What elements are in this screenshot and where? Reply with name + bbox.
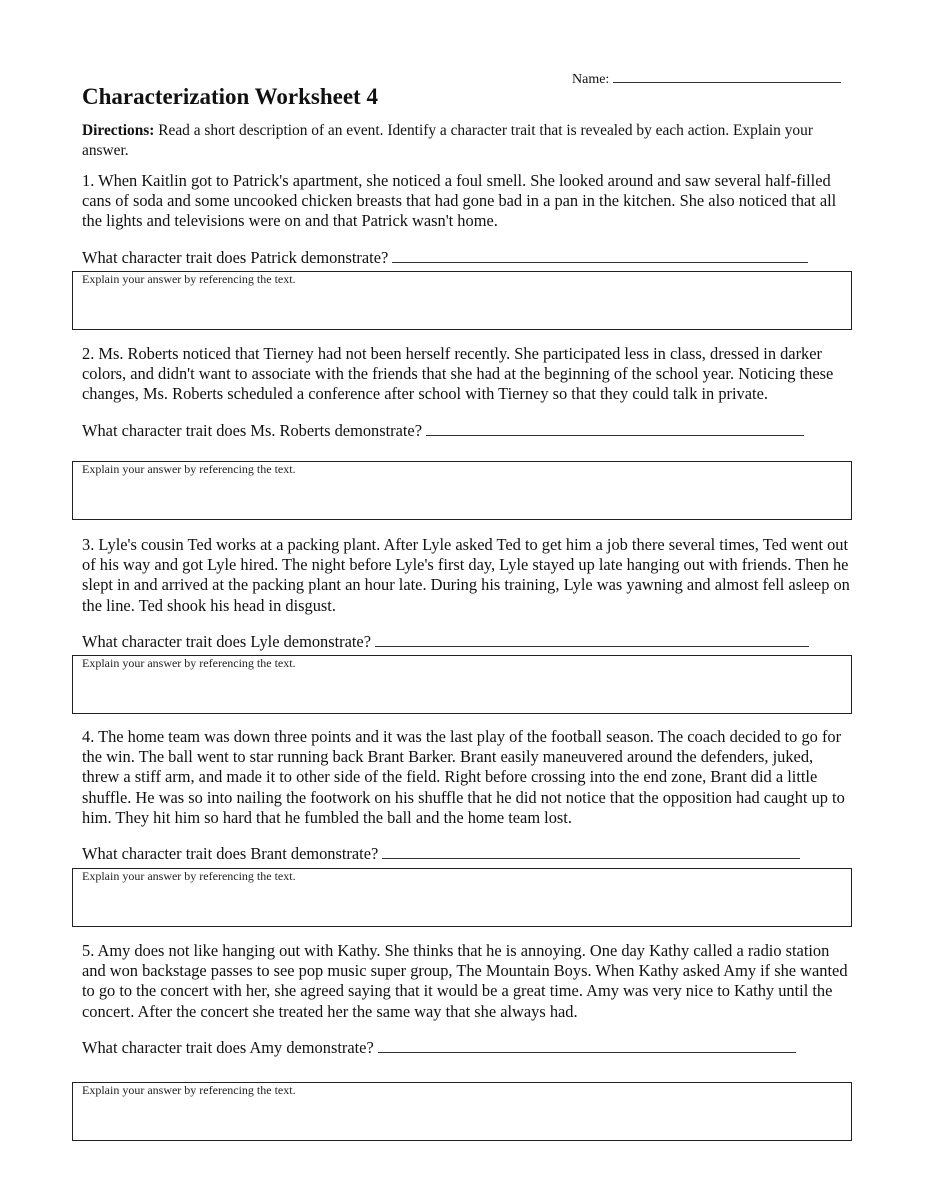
trait-answer-blank[interactable]: [426, 419, 804, 436]
trait-question-text: What character trait does Lyle demonstrate?: [82, 631, 371, 651]
trait-question: [82, 1036, 854, 1058]
trait-question: [82, 630, 854, 652]
trait-question: [82, 842, 854, 864]
question-passage: 4. The home team was down three points and it was the last play of the football season. The coach decided to go for the win. The ball went to star running back Brant Barker. Brant easily maneuvered around the defenders, juked, threw a stiff arm, and made it to other side of the field. Right before crossing into the end zone, Brant did a little shuffle. He was so into nailing the footwork on his shuffle that he did not notice that the opposition had caught up to him. They hit him so hard that he fumbled the ball and the home team lost.: [82, 727, 845, 827]
explain-answer-box[interactable]: [72, 655, 852, 714]
trait-answer-blank[interactable]: [382, 842, 800, 859]
explain-hint: Explain your answer by referencing the text.: [82, 1083, 296, 1097]
name-label: Name:: [572, 72, 610, 87]
question-passage: 5. Amy does not like hanging out with Kathy. She thinks that he is annoying. One day Kathy called a radio station and won backstage passes to see pop music super group, The Mountain Boys. When Kathy asked Amy if she wanted to go to the concert with her, she agreed saying that it would be a great time. Amy was very nice to Kathy until the concert. After the concert she treated her the same way that she always had.: [82, 941, 848, 1021]
directions-text: Read a short description of an event. Identify a character trait that is revealed by each action. Explain your answer.: [82, 122, 813, 159]
explain-answer-box[interactable]: [72, 1082, 852, 1141]
page-title: Characterization Worksheet 4: [82, 84, 378, 109]
trait-question-text: What character trait does Patrick demonstrate?: [82, 247, 389, 267]
question-1: [82, 171, 854, 268]
question-3: [82, 535, 854, 652]
explain-hint: Explain your answer by referencing the text.: [82, 462, 296, 476]
explain-answer-box[interactable]: [72, 868, 852, 927]
question-5: [82, 941, 854, 1058]
trait-question: [82, 246, 854, 268]
explain-hint: Explain your answer by referencing the text.: [82, 272, 296, 286]
explain-answer-box[interactable]: [72, 461, 852, 520]
explain-hint: Explain your answer by referencing the text.: [82, 656, 296, 670]
name-field[interactable]: [572, 68, 841, 88]
trait-question: [82, 419, 854, 441]
explain-answer-box[interactable]: [72, 271, 852, 330]
trait-question-text: What character trait does Ms. Roberts demonstrate?: [82, 420, 422, 440]
directions: [82, 121, 852, 161]
trait-question-text: What character trait does Amy demonstrate?: [82, 1037, 374, 1057]
trait-question-text: What character trait does Brant demonstrate?: [82, 844, 379, 864]
directions-label: Directions:: [82, 122, 155, 139]
question-passage: 2. Ms. Roberts noticed that Tierney had not been herself recently. She participated less in class, dressed in darker colors, and didn't want to associate with the friends that she had at the beginning of the school year. Noticing these changes, Ms. Roberts scheduled a conference after school with Tierney so that they could talk in private.: [82, 344, 834, 404]
question-2: [82, 344, 854, 441]
name-blank[interactable]: [613, 68, 841, 83]
trait-answer-blank[interactable]: [378, 1036, 796, 1053]
question-passage: 3. Lyle's cousin Ted works at a packing plant. After Lyle asked Ted to get him a job there several times, Ted went out of his way and got Lyle hired. The night before Lyle's first day, Lyle stayed up late hanging out with friends. Then he slept in and arrived at the packing plant an hour late. During his training, Lyle was yawning and almost fell asleep on the line. Ted shook his head in disgust.: [82, 535, 850, 615]
trait-answer-blank[interactable]: [392, 246, 808, 263]
question-4: [82, 727, 854, 864]
trait-answer-blank[interactable]: [375, 630, 809, 647]
question-passage: 1. When Kaitlin got to Patrick's apartment, she noticed a foul smell. She looked around and saw several half-filled cans of soda and some uncooked chicken breasts that had gone bad in a pan in the kitchen. She also noticed that all the lights and televisions were on and that Patrick wasn't home.: [82, 171, 837, 231]
explain-hint: Explain your answer by referencing the text.: [82, 869, 296, 883]
